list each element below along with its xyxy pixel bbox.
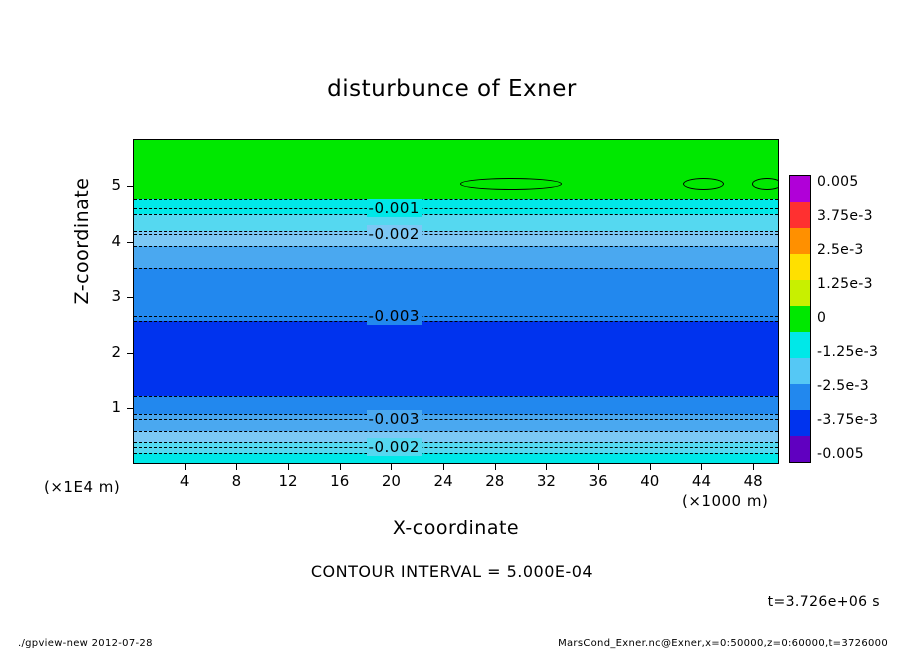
contour-band <box>134 453 778 464</box>
color-scale-tick-label: -3.75e-3 <box>817 412 879 428</box>
footer-left-text: ./gpview-new 2012-07-28 <box>18 638 153 649</box>
contour-band <box>134 268 778 321</box>
contour-band <box>134 431 778 443</box>
x-tick-label: 44 <box>691 472 712 490</box>
x-tick-mark <box>391 464 392 470</box>
color-scale-segment <box>790 280 810 306</box>
contour-value-label: -0.002 <box>368 225 420 244</box>
contour-line <box>134 442 778 443</box>
x-tick-label: 4 <box>179 472 190 490</box>
x-tick-label: 28 <box>485 472 505 490</box>
color-scale-tick-label: -0.005 <box>817 446 864 462</box>
x-tick-mark <box>495 464 496 470</box>
color-scale-segment <box>790 176 810 202</box>
contour-line <box>134 214 778 215</box>
x-tick-mark <box>753 464 754 470</box>
contour-band <box>134 214 778 231</box>
x-tick-label: 48 <box>743 472 763 490</box>
closed-contour <box>460 178 563 190</box>
x-tick-label: 24 <box>433 472 453 490</box>
y-tick-label: 5 <box>111 176 121 195</box>
contour-line <box>134 414 778 415</box>
contour-band <box>134 396 778 415</box>
color-scale-segment <box>790 332 810 358</box>
contour-interval-note: CONTOUR INTERVAL = 5.000E-04 <box>310 562 594 581</box>
x-tick-mark <box>598 464 599 470</box>
color-scale-segment <box>790 384 810 410</box>
y-axis-unit: (×1E4 m) <box>44 478 121 496</box>
x-tick-label: 12 <box>278 472 298 490</box>
color-scale-segment <box>790 436 810 462</box>
x-tick-label: 8 <box>231 472 242 490</box>
x-axis-unit: (×1000 m) <box>682 492 769 510</box>
contour-value-label: -0.003 <box>368 307 420 326</box>
contour-band <box>134 231 778 247</box>
color-scale-tick-label: 2.5e-3 <box>817 242 864 258</box>
x-tick-mark <box>546 464 547 470</box>
contour-line <box>134 208 778 209</box>
closed-contour <box>752 178 779 190</box>
y-tick-label: 1 <box>111 398 121 417</box>
contour-line <box>134 321 778 322</box>
x-tick-mark <box>701 464 702 470</box>
contour-line <box>134 447 778 448</box>
color-scale-tick-label: 0 <box>817 310 827 326</box>
color-scale-segment <box>790 202 810 228</box>
contour-line <box>134 231 778 232</box>
contour-value-label: -0.001 <box>368 199 420 218</box>
contour-band <box>134 199 778 214</box>
color-scale-tick-label: 3.75e-3 <box>817 208 873 224</box>
color-scale-tick-label: 1.25e-3 <box>817 276 873 292</box>
closed-contour <box>683 178 724 190</box>
color-scale-segment <box>790 228 810 254</box>
contour-line <box>134 396 778 397</box>
color-scale-segment <box>790 254 810 280</box>
y-tick-label: 3 <box>111 287 121 306</box>
x-tick-label: 32 <box>536 472 556 490</box>
contour-band <box>134 321 778 397</box>
time-annotation: t=3.726e+06 s <box>767 594 880 610</box>
contour-line <box>134 431 778 432</box>
color-scale-segment <box>790 306 810 332</box>
contour-band <box>134 246 778 269</box>
contour-line <box>134 453 778 454</box>
x-tick-label: 20 <box>381 472 401 490</box>
x-tick-mark <box>443 464 444 470</box>
x-tick-mark <box>340 464 341 470</box>
x-tick-label: 40 <box>640 472 660 490</box>
x-axis-label: X-coordinate <box>392 517 520 539</box>
contour-line <box>134 419 778 420</box>
contour-value-label: -0.003 <box>368 409 420 428</box>
x-tick-label: 16 <box>330 472 350 490</box>
color-scale-segment <box>790 410 810 436</box>
x-tick-mark <box>650 464 651 470</box>
y-tick-label: 4 <box>111 231 121 250</box>
contour-plot-area <box>133 139 779 464</box>
contour-line <box>134 246 778 247</box>
color-scale-tick-label: -2.5e-3 <box>817 378 869 394</box>
contour-line <box>134 268 778 269</box>
y-tick-label: 2 <box>111 342 121 361</box>
color-scale-segment <box>790 358 810 384</box>
y-axis-label: Z-coordinate <box>71 177 93 305</box>
contour-band <box>134 140 778 200</box>
x-tick-mark <box>236 464 237 470</box>
contour-line <box>134 316 778 317</box>
x-tick-label: 36 <box>588 472 608 490</box>
contour-line <box>134 234 778 235</box>
color-scale-bar <box>789 175 811 463</box>
x-tick-mark <box>185 464 186 470</box>
color-scale-tick-label: -1.25e-3 <box>817 344 879 360</box>
contour-band <box>134 414 778 431</box>
contour-line <box>134 199 778 200</box>
color-scale-tick-label: 0.005 <box>817 174 859 190</box>
footer-right-text: MarsCond_Exner.nc@Exner,x=0:50000,z=0:60000,t=3726000 <box>558 638 888 649</box>
contour-value-label: -0.002 <box>368 437 420 456</box>
x-tick-mark <box>288 464 289 470</box>
page-title: disturbunce of Exner <box>327 76 577 102</box>
